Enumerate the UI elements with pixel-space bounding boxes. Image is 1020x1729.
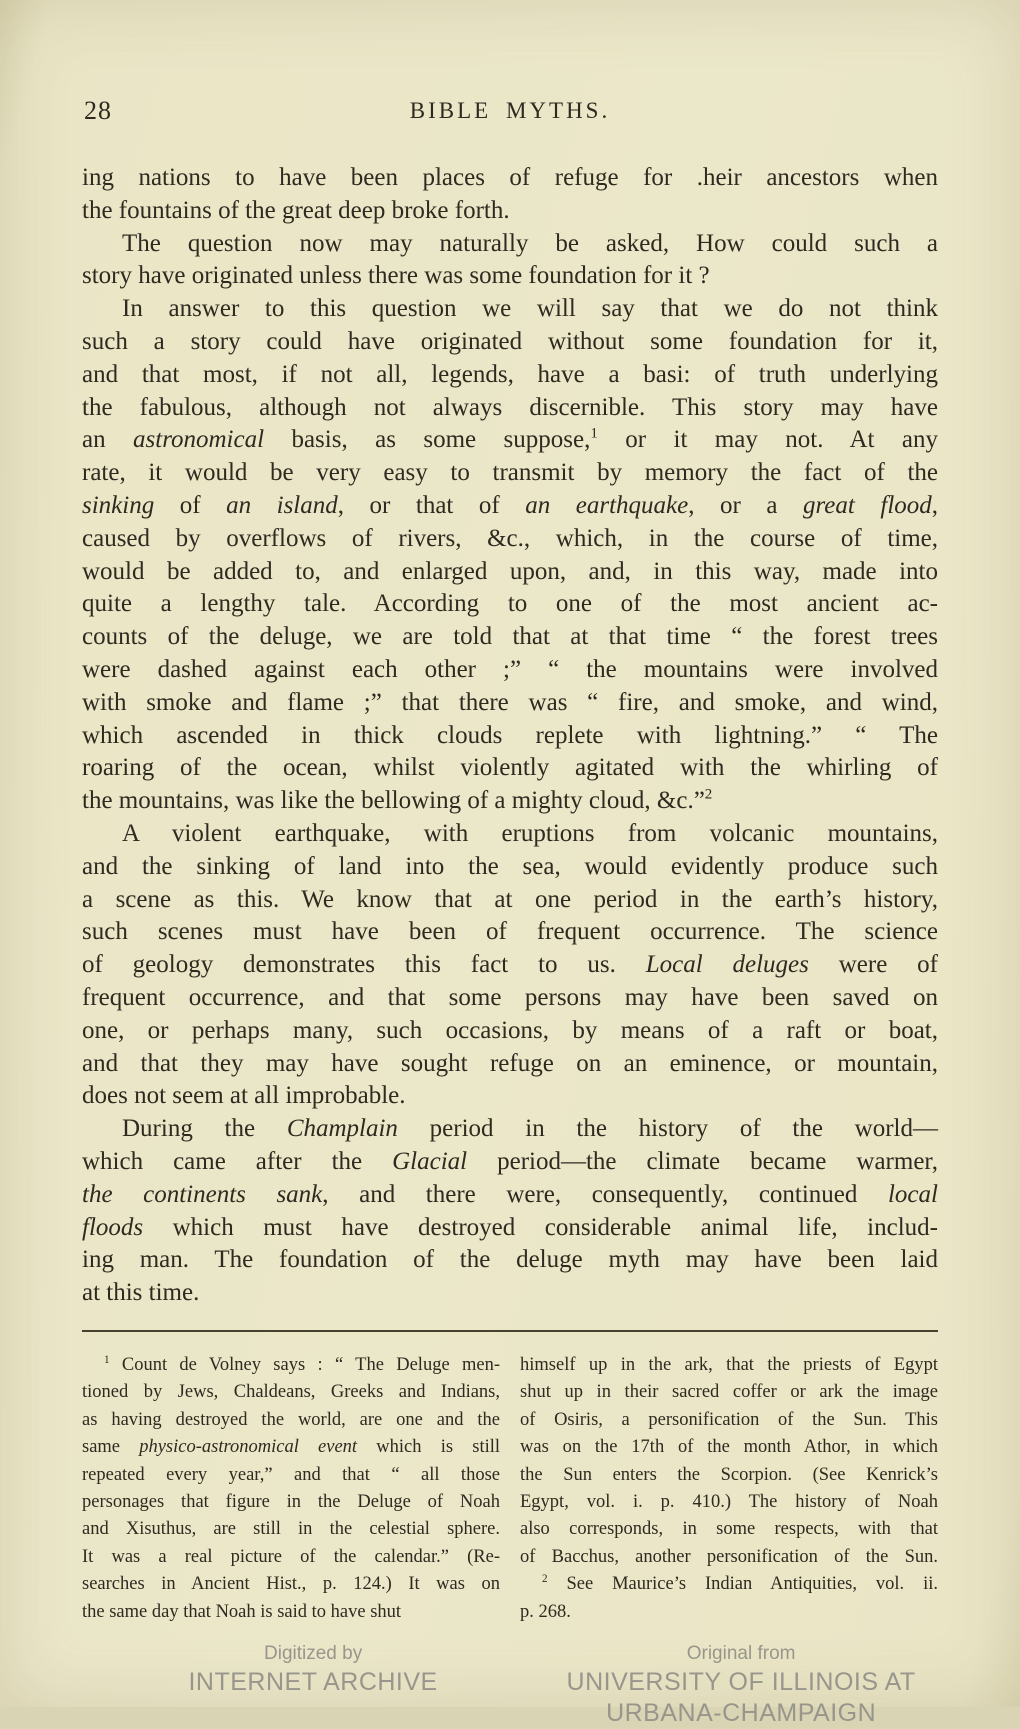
text-line — [82, 1599, 500, 1626]
text-line — [82, 260, 938, 293]
text-segment: quite a lengthy tale. According to one of the most ancient ac- — [82, 590, 938, 618]
footnote-column-left — [82, 1352, 500, 1626]
text-segment: tioned by Jews, Chaldeans, Greeks and Indians, — [82, 1382, 500, 1403]
internet-archive-label: INTERNET ARCHIVE — [188, 1667, 438, 1696]
text-line — [82, 359, 938, 392]
text-line — [82, 293, 938, 326]
text-line — [82, 424, 938, 457]
text-segment: personages that figure in the Deluge of Noah — [82, 1491, 500, 1512]
text-line — [82, 1113, 938, 1146]
paragraph — [82, 818, 938, 1113]
text-segment: such a story could have originated without some foundation for it, — [82, 327, 938, 355]
text-line — [82, 1407, 500, 1434]
text-segment: See Maurice’s Indian Antiquities, vol. ii. — [547, 1574, 938, 1595]
text-line — [82, 752, 938, 785]
university-label-line2: URBANA-CHAMPAIGN — [606, 1698, 877, 1727]
footnote-marker: 2 — [704, 786, 713, 803]
text-line — [82, 720, 938, 753]
footnote-column-right — [520, 1352, 938, 1626]
text-line — [82, 818, 938, 851]
digitized-by-credit — [82, 1640, 544, 1729]
text-segment: , and there were, consequently, continued — [322, 1180, 888, 1208]
italic-text: the continents sank — [82, 1180, 323, 1208]
text-line — [82, 851, 938, 884]
text-segment: were dashed against each other ;” “ the mountains were involved — [82, 655, 938, 683]
text-line — [82, 195, 938, 228]
page-header — [82, 96, 938, 130]
text-segment: the Sun enters the Scorpion. (See Kenrick’s — [520, 1464, 938, 1485]
text-segment: of Osiris, a personification of the Sun. This — [520, 1409, 938, 1430]
italic-text: Local deluges — [645, 951, 809, 979]
footnotes-section — [82, 1330, 938, 1626]
text-segment: , — [931, 491, 939, 519]
text-segment: which ascended in thick clouds replete with lightning.” “ The — [82, 721, 938, 749]
text-segment: the same day that Noah is said to have shut — [82, 1601, 402, 1622]
paragraph — [82, 1113, 938, 1310]
text-line — [82, 1352, 500, 1379]
italic-text: sinking — [82, 491, 155, 519]
text-segment: shut up in their sacred coffer or ark the image — [520, 1382, 938, 1403]
text-segment: In answer to this question we will say that we do not think — [122, 295, 938, 323]
text-segment: with smoke and flame ;” that there was “ fire, and smoke, and wind, — [82, 688, 938, 716]
text-segment: caused by overflows of rivers, &c., which, in the course of time, — [82, 524, 938, 552]
text-line — [82, 949, 938, 982]
text-line — [82, 556, 938, 589]
text-line — [82, 1277, 938, 1310]
text-line — [82, 1244, 938, 1277]
text-segment: does not seem at all improbable. — [82, 1082, 406, 1110]
text-segment: of geology demonstrates this fact to us. — [82, 951, 646, 979]
text-segment: and the sinking of land into the sea, would evidently produce such — [82, 852, 938, 880]
digitization-footer — [82, 1640, 938, 1729]
text-segment: During the — [122, 1115, 287, 1143]
text-segment: story have originated unless there was some foundation for it ? — [82, 262, 710, 290]
text-line — [82, 1212, 938, 1245]
text-line — [82, 588, 938, 621]
italic-text: great flood — [803, 491, 932, 519]
italic-text: physico-astronomical event — [139, 1437, 358, 1458]
text-line — [82, 621, 938, 654]
text-line — [82, 982, 938, 1015]
text-line — [520, 1489, 938, 1516]
text-segment: , or a — [688, 491, 803, 519]
text-segment: was on the 17th of the month Athor, in which — [520, 1437, 938, 1458]
text-segment: and that they may have sought refuge on an eminence, or mountain, — [82, 1049, 938, 1077]
text-line — [520, 1407, 938, 1434]
text-segment: a scene as this. We know that at one period in the earth’s history, — [82, 885, 938, 913]
text-line — [520, 1352, 938, 1379]
text-segment: at this time. — [82, 1279, 200, 1307]
text-segment: Count de Volney says : “ The Deluge men- — [109, 1354, 500, 1375]
text-segment: The question now may naturally be asked, How could such a — [122, 229, 938, 257]
running-title: BIBLE MYTHS. — [409, 98, 611, 123]
page-number: 28 — [84, 96, 112, 125]
text-segment: of Bacchus, another personification of the Sun. — [520, 1546, 938, 1567]
text-segment: the mountains, was like the bellowing of a mighty cloud, &c.” — [82, 787, 705, 815]
italic-text: local — [887, 1180, 938, 1208]
original-from-label: Original from — [686, 1642, 796, 1664]
text-line — [520, 1434, 938, 1461]
text-line — [82, 1571, 500, 1598]
text-line — [82, 1080, 938, 1113]
text-segment: were of — [808, 951, 938, 979]
text-line — [82, 1462, 500, 1489]
paragraph — [82, 228, 938, 294]
text-segment: p. 268. — [520, 1601, 571, 1622]
italic-text: astronomical — [133, 426, 265, 454]
text-segment: one, or perhaps many, such occasions, by means of a raft or boat, — [82, 1016, 938, 1044]
text-segment: period—the climate became warmer, — [467, 1147, 938, 1175]
text-segment: and Xisuthus, are still in the celestial sphere. — [82, 1519, 500, 1540]
text-segment: Egypt, vol. i. p. 410.) The history of Noah — [520, 1491, 938, 1512]
text-line — [82, 1379, 500, 1406]
text-segment: which is still — [357, 1437, 500, 1458]
text-segment: the fountains of the great deep broke forth. — [82, 196, 510, 224]
text-segment: , or that of — [337, 491, 526, 519]
text-segment: as having destroyed the world, are one and the — [82, 1409, 500, 1430]
text-line — [82, 1015, 938, 1048]
text-line — [82, 1179, 938, 1212]
text-line — [82, 490, 938, 523]
body-text — [82, 162, 938, 1310]
text-segment: It was a real picture of the calendar.” (Re- — [82, 1546, 500, 1567]
text-line — [82, 1516, 500, 1543]
footnote-marker: 1 — [104, 1353, 110, 1366]
text-line — [82, 687, 938, 720]
italic-text: Glacial — [392, 1147, 468, 1175]
paragraph — [82, 162, 938, 228]
italic-text: an island — [226, 491, 338, 519]
text-line — [82, 326, 938, 359]
footnote-marker: 1 — [590, 426, 598, 443]
footnote-marker: 2 — [542, 1572, 548, 1585]
text-segment: which must have destroyed considerable animal life, includ- — [143, 1213, 938, 1241]
text-line — [520, 1379, 938, 1406]
text-line — [82, 523, 938, 556]
text-line — [82, 457, 938, 490]
text-line — [520, 1462, 938, 1489]
text-line — [82, 884, 938, 917]
italic-text: an earthquake — [525, 491, 689, 519]
text-line — [82, 1489, 500, 1516]
text-line — [520, 1571, 938, 1598]
text-segment: or it may not. At any — [597, 426, 939, 454]
text-segment: repeated every year,” and that “ all those — [82, 1464, 500, 1485]
text-segment: A violent earthquake, with eruptions from volcanic mountains, — [122, 819, 938, 847]
university-label-line1: UNIVERSITY OF ILLINOIS AT — [566, 1667, 916, 1696]
text-line — [82, 1048, 938, 1081]
paragraph — [82, 293, 938, 818]
text-segment: same — [82, 1437, 140, 1458]
text-segment: ing nations to have been places of refuge for .heir ancestors when — [82, 164, 938, 191]
text-line — [82, 1434, 500, 1461]
text-segment: which came after the — [82, 1147, 393, 1175]
text-segment: period in the history of the world— — [397, 1115, 938, 1143]
text-segment: searches in Ancient Hist., p. 124.) It was on — [82, 1574, 500, 1595]
text-line — [520, 1516, 938, 1543]
text-segment: would be added to, and enlarged upon, and, in this way, made into — [82, 557, 938, 585]
text-line — [82, 228, 938, 261]
text-line — [520, 1544, 938, 1571]
text-line — [82, 916, 938, 949]
digitized-by-label: Digitized by — [264, 1642, 363, 1664]
italic-text: Champlain — [286, 1115, 398, 1143]
text-segment: frequent occurrence, and that some persons may have been saved on — [82, 983, 938, 1011]
text-segment: of — [154, 491, 227, 519]
text-line — [82, 1146, 938, 1179]
text-segment: counts of the deluge, we are told that at that time “ the forest trees — [82, 623, 938, 651]
text-segment: an — [82, 426, 134, 454]
text-line — [82, 785, 938, 818]
text-segment: roaring of the ocean, whilst violently agitated with the whirling of — [82, 754, 938, 782]
text-segment: also corresponds, in some respects, with that — [520, 1519, 938, 1540]
italic-text: floods — [82, 1213, 144, 1241]
text-segment: and that most, if not all, legends, have a basi: of truth underlying — [82, 360, 938, 388]
text-segment: rate, it would be very easy to transmit by memory the fact of the — [82, 459, 938, 487]
text-segment: such scenes must have been of frequent occurrence. The science — [82, 918, 938, 946]
text-line — [82, 392, 938, 425]
text-line — [520, 1599, 938, 1626]
text-segment: the fabulous, although not always discernible. This story may have — [82, 393, 938, 421]
text-segment: basis, as some suppose, — [264, 426, 591, 454]
text-segment: ing man. The foundation of the deluge myth may have been laid — [82, 1246, 938, 1274]
original-from-credit — [544, 1640, 938, 1729]
text-line — [82, 162, 938, 195]
text-line — [82, 1544, 500, 1571]
text-line — [82, 654, 938, 687]
text-segment: himself up in the ark, that the priests of Egypt — [520, 1354, 938, 1375]
